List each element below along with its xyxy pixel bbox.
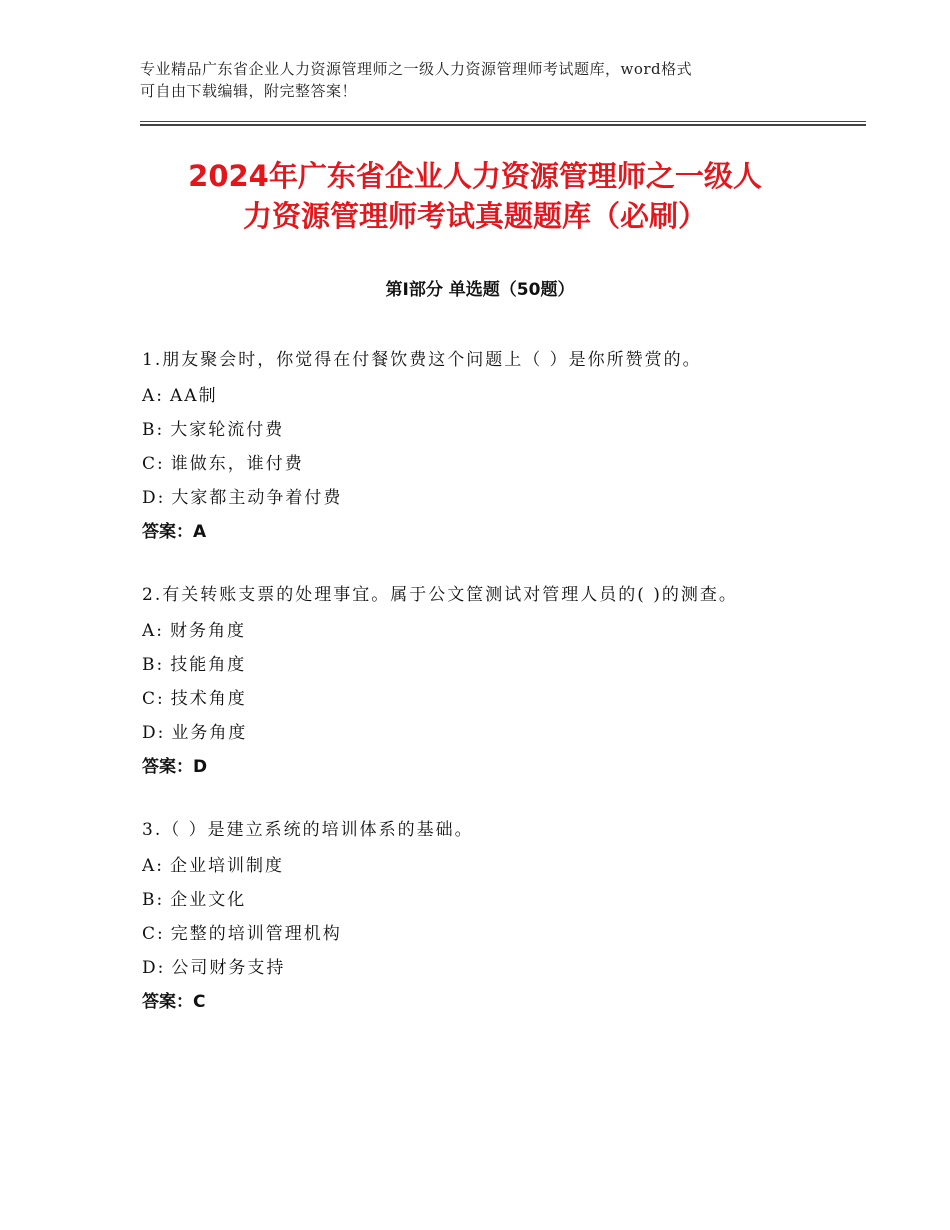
option-a — [142, 849, 792, 883]
option-d — [142, 481, 792, 515]
option-text: 大家都主动争着付费 — [171, 488, 343, 508]
option-text: 企业文化 — [170, 890, 247, 910]
question-stem: 2.有关转账支票的处理事宜。属于公文筐测试对管理人员的( )的测查。 — [142, 585, 738, 605]
option-text: AA制 — [170, 386, 218, 406]
answer-label: 答案： — [142, 757, 193, 777]
option-text: 谁做东，谁付费 — [170, 454, 304, 474]
header-note-line-2: 可自由下载编辑，附完整答案！ — [140, 82, 358, 100]
header-rule-thin — [140, 121, 866, 122]
answer-line — [142, 750, 792, 784]
option-text: 企业培训制度 — [170, 856, 285, 876]
option-b — [142, 883, 792, 917]
document-title-line-1: 2024年广东省企业人力资源管理师之一级人 — [188, 159, 762, 193]
answer-value: A — [193, 522, 207, 542]
option-separator: : — [157, 958, 166, 978]
question-2 — [142, 580, 792, 784]
option-c — [142, 682, 792, 716]
option-b — [142, 413, 792, 447]
option-separator: : — [157, 488, 166, 508]
answer-label: 答案： — [142, 522, 193, 542]
answer-line — [142, 985, 792, 1019]
option-separator: : — [156, 386, 165, 406]
option-a — [142, 614, 792, 648]
option-letter: B — [142, 420, 157, 440]
option-separator: : — [156, 621, 165, 641]
option-text: 大家轮流付费 — [170, 420, 285, 440]
answer-line — [142, 515, 792, 549]
answer-value: D — [193, 757, 208, 777]
option-letter: B — [142, 655, 157, 675]
question-3 — [142, 815, 792, 1019]
option-separator: : — [156, 856, 165, 876]
option-letter: A — [142, 386, 157, 406]
option-separator: : — [157, 723, 166, 743]
option-separator: : — [157, 924, 165, 944]
option-text: 业务角度 — [171, 723, 248, 743]
option-separator: : — [156, 890, 165, 910]
answer-value: C — [193, 992, 206, 1012]
option-a — [142, 379, 792, 413]
option-letter: D — [142, 488, 158, 508]
option-letter: C — [142, 689, 158, 709]
option-separator: : — [157, 454, 165, 474]
option-letter: C — [142, 454, 158, 474]
answer-label: 答案： — [142, 992, 193, 1012]
question-list — [142, 345, 792, 1050]
header-note-line-1: 专业精品广东省企业人力资源管理师之一级人力资源管理师考试题库，word格式 — [140, 60, 693, 78]
document-title-line-2: 力资源管理师考试真题题库（必刷） — [242, 199, 707, 233]
option-letter: D — [142, 723, 158, 743]
question-1 — [142, 345, 792, 549]
option-separator: : — [156, 420, 165, 440]
option-c — [142, 917, 792, 951]
option-separator: : — [156, 655, 165, 675]
question-stem: 3.（ ）是建立系统的培训体系的基础。 — [142, 820, 474, 840]
header-rule-thick — [140, 124, 866, 126]
option-text: 财务角度 — [170, 621, 247, 641]
section-heading: 第Ⅰ部分 单选题（50题） — [385, 280, 575, 300]
header-note — [140, 58, 820, 102]
option-text: 完整的培训管理机构 — [170, 924, 342, 944]
option-c — [142, 447, 792, 481]
option-d — [142, 951, 792, 985]
option-letter: D — [142, 958, 158, 978]
option-b — [142, 648, 792, 682]
option-letter: A — [142, 856, 157, 876]
option-letter: B — [142, 890, 157, 910]
question-stem: 1.朋友聚会时，你觉得在付餐饮费这个问题上（ ）是你所赞赏的。 — [142, 350, 702, 370]
option-letter: A — [142, 621, 157, 641]
option-text: 技能角度 — [170, 655, 247, 675]
option-separator: : — [157, 689, 165, 709]
option-letter: C — [142, 924, 158, 944]
option-d — [142, 716, 792, 750]
option-text: 公司财务支持 — [171, 958, 286, 978]
document-title — [120, 156, 830, 236]
option-text: 技术角度 — [170, 689, 247, 709]
